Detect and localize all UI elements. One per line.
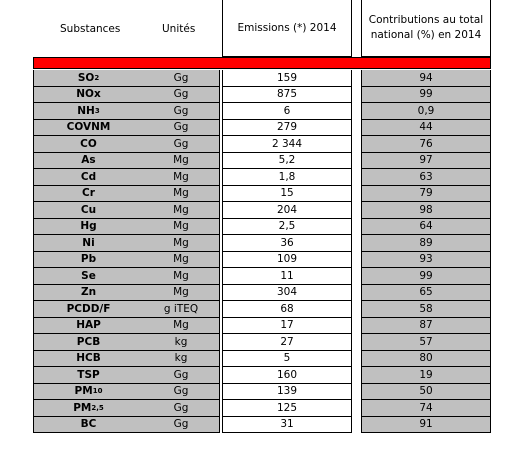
substance-name: Cu <box>80 203 97 216</box>
cell-contribution <box>361 252 491 269</box>
cell-emissions <box>222 367 352 384</box>
cell-contribution <box>361 384 491 401</box>
cell-unit <box>143 417 220 434</box>
table-row <box>33 169 491 186</box>
table-row <box>33 334 491 351</box>
cell-unit <box>143 252 220 269</box>
cell-contribution-text: 93 <box>419 253 433 266</box>
substance-name: PM <box>73 401 92 414</box>
cell-unit <box>143 103 220 120</box>
cell-contribution-text: 91 <box>419 418 433 431</box>
cell-substance <box>33 136 143 153</box>
table-row <box>33 87 491 104</box>
table-row <box>33 136 491 153</box>
cell-contribution-text: 65 <box>419 286 433 299</box>
substance-name: HAP <box>76 319 101 332</box>
table-row <box>33 384 491 401</box>
table-row <box>33 367 491 384</box>
cell-emissions-text: 27 <box>280 335 294 348</box>
header-emissions <box>222 0 352 57</box>
table-row <box>33 400 491 417</box>
cell-substance <box>33 235 143 252</box>
substance-subscript: 10 <box>92 387 103 396</box>
cell-emissions <box>222 136 352 153</box>
cell-emissions <box>222 186 352 203</box>
cell-emissions-text: 31 <box>280 418 294 431</box>
cell-contribution-text: 19 <box>419 368 433 381</box>
cell-unit-text: Mg <box>173 253 189 266</box>
cell-contribution <box>361 318 491 335</box>
cell-emissions <box>222 202 352 219</box>
cell-unit-text: Gg <box>173 418 189 431</box>
cell-emissions <box>222 87 352 104</box>
cell-unit-text: kg <box>174 335 188 348</box>
cell-substance <box>33 367 143 384</box>
cell-emissions-text: 2 344 <box>271 137 303 150</box>
cell-emissions <box>222 301 352 318</box>
cell-contribution <box>361 186 491 203</box>
substance-name: Se <box>81 269 96 282</box>
cell-emissions-text: 6 <box>283 104 291 117</box>
cell-contribution-text: 97 <box>419 154 433 167</box>
substance-name: As <box>81 154 96 167</box>
cell-contribution <box>361 367 491 384</box>
substance-name: BC <box>80 418 97 431</box>
cell-emissions <box>222 252 352 269</box>
cell-substance <box>33 417 143 434</box>
header-contributions <box>361 0 491 57</box>
cell-unit-text: Gg <box>173 401 189 414</box>
cell-emissions <box>222 169 352 186</box>
table-row <box>33 417 491 434</box>
cell-emissions-text: 109 <box>276 253 298 266</box>
cell-contribution <box>361 400 491 417</box>
cell-unit-text: Gg <box>173 368 189 381</box>
cell-unit-text: Mg <box>173 170 189 183</box>
cell-unit-text: Gg <box>173 137 189 150</box>
table-row <box>33 351 491 368</box>
cell-unit-text: Mg <box>173 203 189 216</box>
cell-contribution <box>361 219 491 236</box>
table-row <box>33 202 491 219</box>
cell-unit <box>143 202 220 219</box>
substance-name: Pb <box>80 253 97 266</box>
cell-unit <box>143 400 220 417</box>
cell-substance <box>33 285 143 302</box>
cell-unit <box>143 367 220 384</box>
cell-contribution <box>361 301 491 318</box>
cell-unit <box>143 219 220 236</box>
cell-substance <box>33 202 143 219</box>
substance-subscript: 2,5 <box>91 403 104 412</box>
cell-unit-text: Gg <box>173 71 189 84</box>
cell-substance <box>33 318 143 335</box>
cell-emissions-text: 204 <box>276 203 298 216</box>
cell-substance <box>33 120 143 137</box>
cell-unit-text: kg <box>174 352 188 365</box>
substance-name: Cd <box>80 170 97 183</box>
cell-emissions <box>222 103 352 120</box>
cell-unit <box>143 169 220 186</box>
cell-emissions-text: 5,2 <box>278 154 296 167</box>
cell-emissions-text: 125 <box>276 401 298 414</box>
header-left <box>36 0 217 57</box>
cell-unit <box>143 351 220 368</box>
cell-emissions <box>222 235 352 252</box>
cell-contribution <box>361 334 491 351</box>
cell-emissions-text: 304 <box>276 286 298 299</box>
cell-emissions-text: 68 <box>280 302 294 315</box>
cell-unit-text: Mg <box>173 319 189 332</box>
cell-contribution <box>361 103 491 120</box>
cell-contribution-text: 58 <box>419 302 433 315</box>
table-row <box>33 70 491 87</box>
table-row <box>33 153 491 170</box>
substance-name: COVNM <box>66 121 111 134</box>
cell-unit <box>143 186 220 203</box>
cell-unit <box>143 301 220 318</box>
cell-substance <box>33 301 143 318</box>
cell-unit <box>143 235 220 252</box>
cell-unit <box>143 70 220 87</box>
table-row <box>33 235 491 252</box>
substance-name: TSP <box>77 368 100 381</box>
cell-contribution <box>361 285 491 302</box>
cell-contribution-text: 63 <box>419 170 433 183</box>
header-contributions-label: Contributions au total national (%) en 2014 <box>368 14 484 41</box>
substance-name: SO <box>77 71 95 84</box>
header-emissions-label: Emissions (*) 2014 <box>237 21 337 34</box>
cell-unit-text: g iTEQ <box>163 302 199 315</box>
cell-contribution <box>361 87 491 104</box>
table-row <box>33 120 491 137</box>
cell-unit-text: Gg <box>173 121 189 134</box>
cell-contribution-text: 64 <box>419 220 433 233</box>
cell-emissions <box>222 334 352 351</box>
cell-contribution-text: 79 <box>419 187 433 200</box>
cell-unit-text: Gg <box>173 385 189 398</box>
cell-contribution <box>361 268 491 285</box>
cell-emissions <box>222 400 352 417</box>
cell-emissions <box>222 268 352 285</box>
substance-name: HCB <box>76 352 101 365</box>
substance-name: NOx <box>76 88 101 101</box>
cell-substance <box>33 252 143 269</box>
table-row <box>33 285 491 302</box>
cell-contribution-text: 74 <box>419 401 433 414</box>
cell-substance <box>33 169 143 186</box>
cell-substance <box>33 384 143 401</box>
cell-emissions-text: 279 <box>276 121 298 134</box>
cell-contribution <box>361 120 491 137</box>
cell-substance <box>33 153 143 170</box>
cell-contribution <box>361 169 491 186</box>
cell-emissions-text: 17 <box>280 319 294 332</box>
cell-emissions <box>222 417 352 434</box>
cell-substance <box>33 186 143 203</box>
cell-contribution-text: 57 <box>419 335 433 348</box>
cell-unit <box>143 268 220 285</box>
cell-unit-text: Gg <box>173 104 189 117</box>
cell-contribution <box>361 153 491 170</box>
cell-unit-text: Mg <box>173 236 189 249</box>
cell-contribution-text: 99 <box>419 269 433 282</box>
cell-contribution-text: 44 <box>419 121 433 134</box>
cell-unit-text: Mg <box>173 269 189 282</box>
substance-subscript: 2 <box>94 73 100 82</box>
cell-contribution <box>361 70 491 87</box>
substance-name: PCDD/F <box>66 302 111 315</box>
cell-unit <box>143 153 220 170</box>
cell-contribution <box>361 351 491 368</box>
cell-contribution-text: 76 <box>419 137 433 150</box>
cell-emissions-text: 159 <box>276 71 298 84</box>
table-row <box>33 219 491 236</box>
cell-emissions-text: 11 <box>280 269 294 282</box>
cell-unit <box>143 318 220 335</box>
red-band <box>33 57 491 69</box>
cell-unit <box>143 285 220 302</box>
cell-unit-text: Mg <box>173 286 189 299</box>
substance-name: NH <box>77 104 95 117</box>
cell-contribution-text: 0,9 <box>417 104 435 117</box>
cell-substance <box>33 351 143 368</box>
cell-unit <box>143 120 220 137</box>
substance-name: CO <box>80 137 97 150</box>
cell-unit <box>143 136 220 153</box>
substance-name: Ni <box>82 236 95 249</box>
substance-name: Cr <box>82 187 95 200</box>
substance-name: Hg <box>80 220 97 233</box>
cell-contribution <box>361 235 491 252</box>
cell-substance <box>33 70 143 87</box>
cell-emissions <box>222 70 352 87</box>
substance-subscript: 3 <box>94 106 100 115</box>
cell-emissions <box>222 351 352 368</box>
cell-emissions <box>222 120 352 137</box>
cell-emissions-text: 139 <box>276 385 298 398</box>
cell-emissions-text: 1,8 <box>278 170 296 183</box>
substance-name: PCB <box>76 335 101 348</box>
cell-contribution <box>361 417 491 434</box>
cell-unit-text: Gg <box>173 88 189 101</box>
cell-contribution-text: 50 <box>419 385 433 398</box>
cell-substance <box>33 334 143 351</box>
cell-emissions-text: 5 <box>283 352 291 365</box>
table-row <box>33 268 491 285</box>
cell-unit-text: Mg <box>173 154 189 167</box>
cell-emissions <box>222 219 352 236</box>
cell-substance <box>33 103 143 120</box>
substance-name: PM <box>74 385 93 398</box>
cell-emissions <box>222 318 352 335</box>
cell-unit-text: Mg <box>173 220 189 233</box>
substance-name: Zn <box>80 286 97 299</box>
cell-substance <box>33 400 143 417</box>
cell-contribution-text: 89 <box>419 236 433 249</box>
table-row <box>33 186 491 203</box>
header-units: Unités <box>162 23 196 35</box>
cell-unit-text: Mg <box>173 187 189 200</box>
cell-emissions <box>222 153 352 170</box>
cell-contribution-text: 94 <box>419 71 433 84</box>
cell-contribution-text: 99 <box>419 88 433 101</box>
cell-contribution <box>361 136 491 153</box>
cell-emissions-text: 875 <box>276 88 298 101</box>
cell-substance <box>33 219 143 236</box>
cell-substance <box>33 268 143 285</box>
cell-unit <box>143 334 220 351</box>
cell-substance <box>33 87 143 104</box>
cell-unit <box>143 87 220 104</box>
cell-emissions-text: 160 <box>276 368 298 381</box>
table-row <box>33 103 491 120</box>
table-row <box>33 301 491 318</box>
table-row <box>33 318 491 335</box>
cell-contribution <box>361 202 491 219</box>
cell-unit <box>143 384 220 401</box>
cell-emissions <box>222 384 352 401</box>
table-row <box>33 252 491 269</box>
cell-emissions-text: 2,5 <box>278 220 296 233</box>
cell-contribution-text: 87 <box>419 319 433 332</box>
cell-contribution-text: 98 <box>419 203 433 216</box>
cell-emissions-text: 36 <box>280 236 294 249</box>
cell-emissions-text: 15 <box>280 187 294 200</box>
header-substances: Substances <box>60 23 121 35</box>
cell-emissions <box>222 285 352 302</box>
cell-contribution-text: 80 <box>419 352 433 365</box>
